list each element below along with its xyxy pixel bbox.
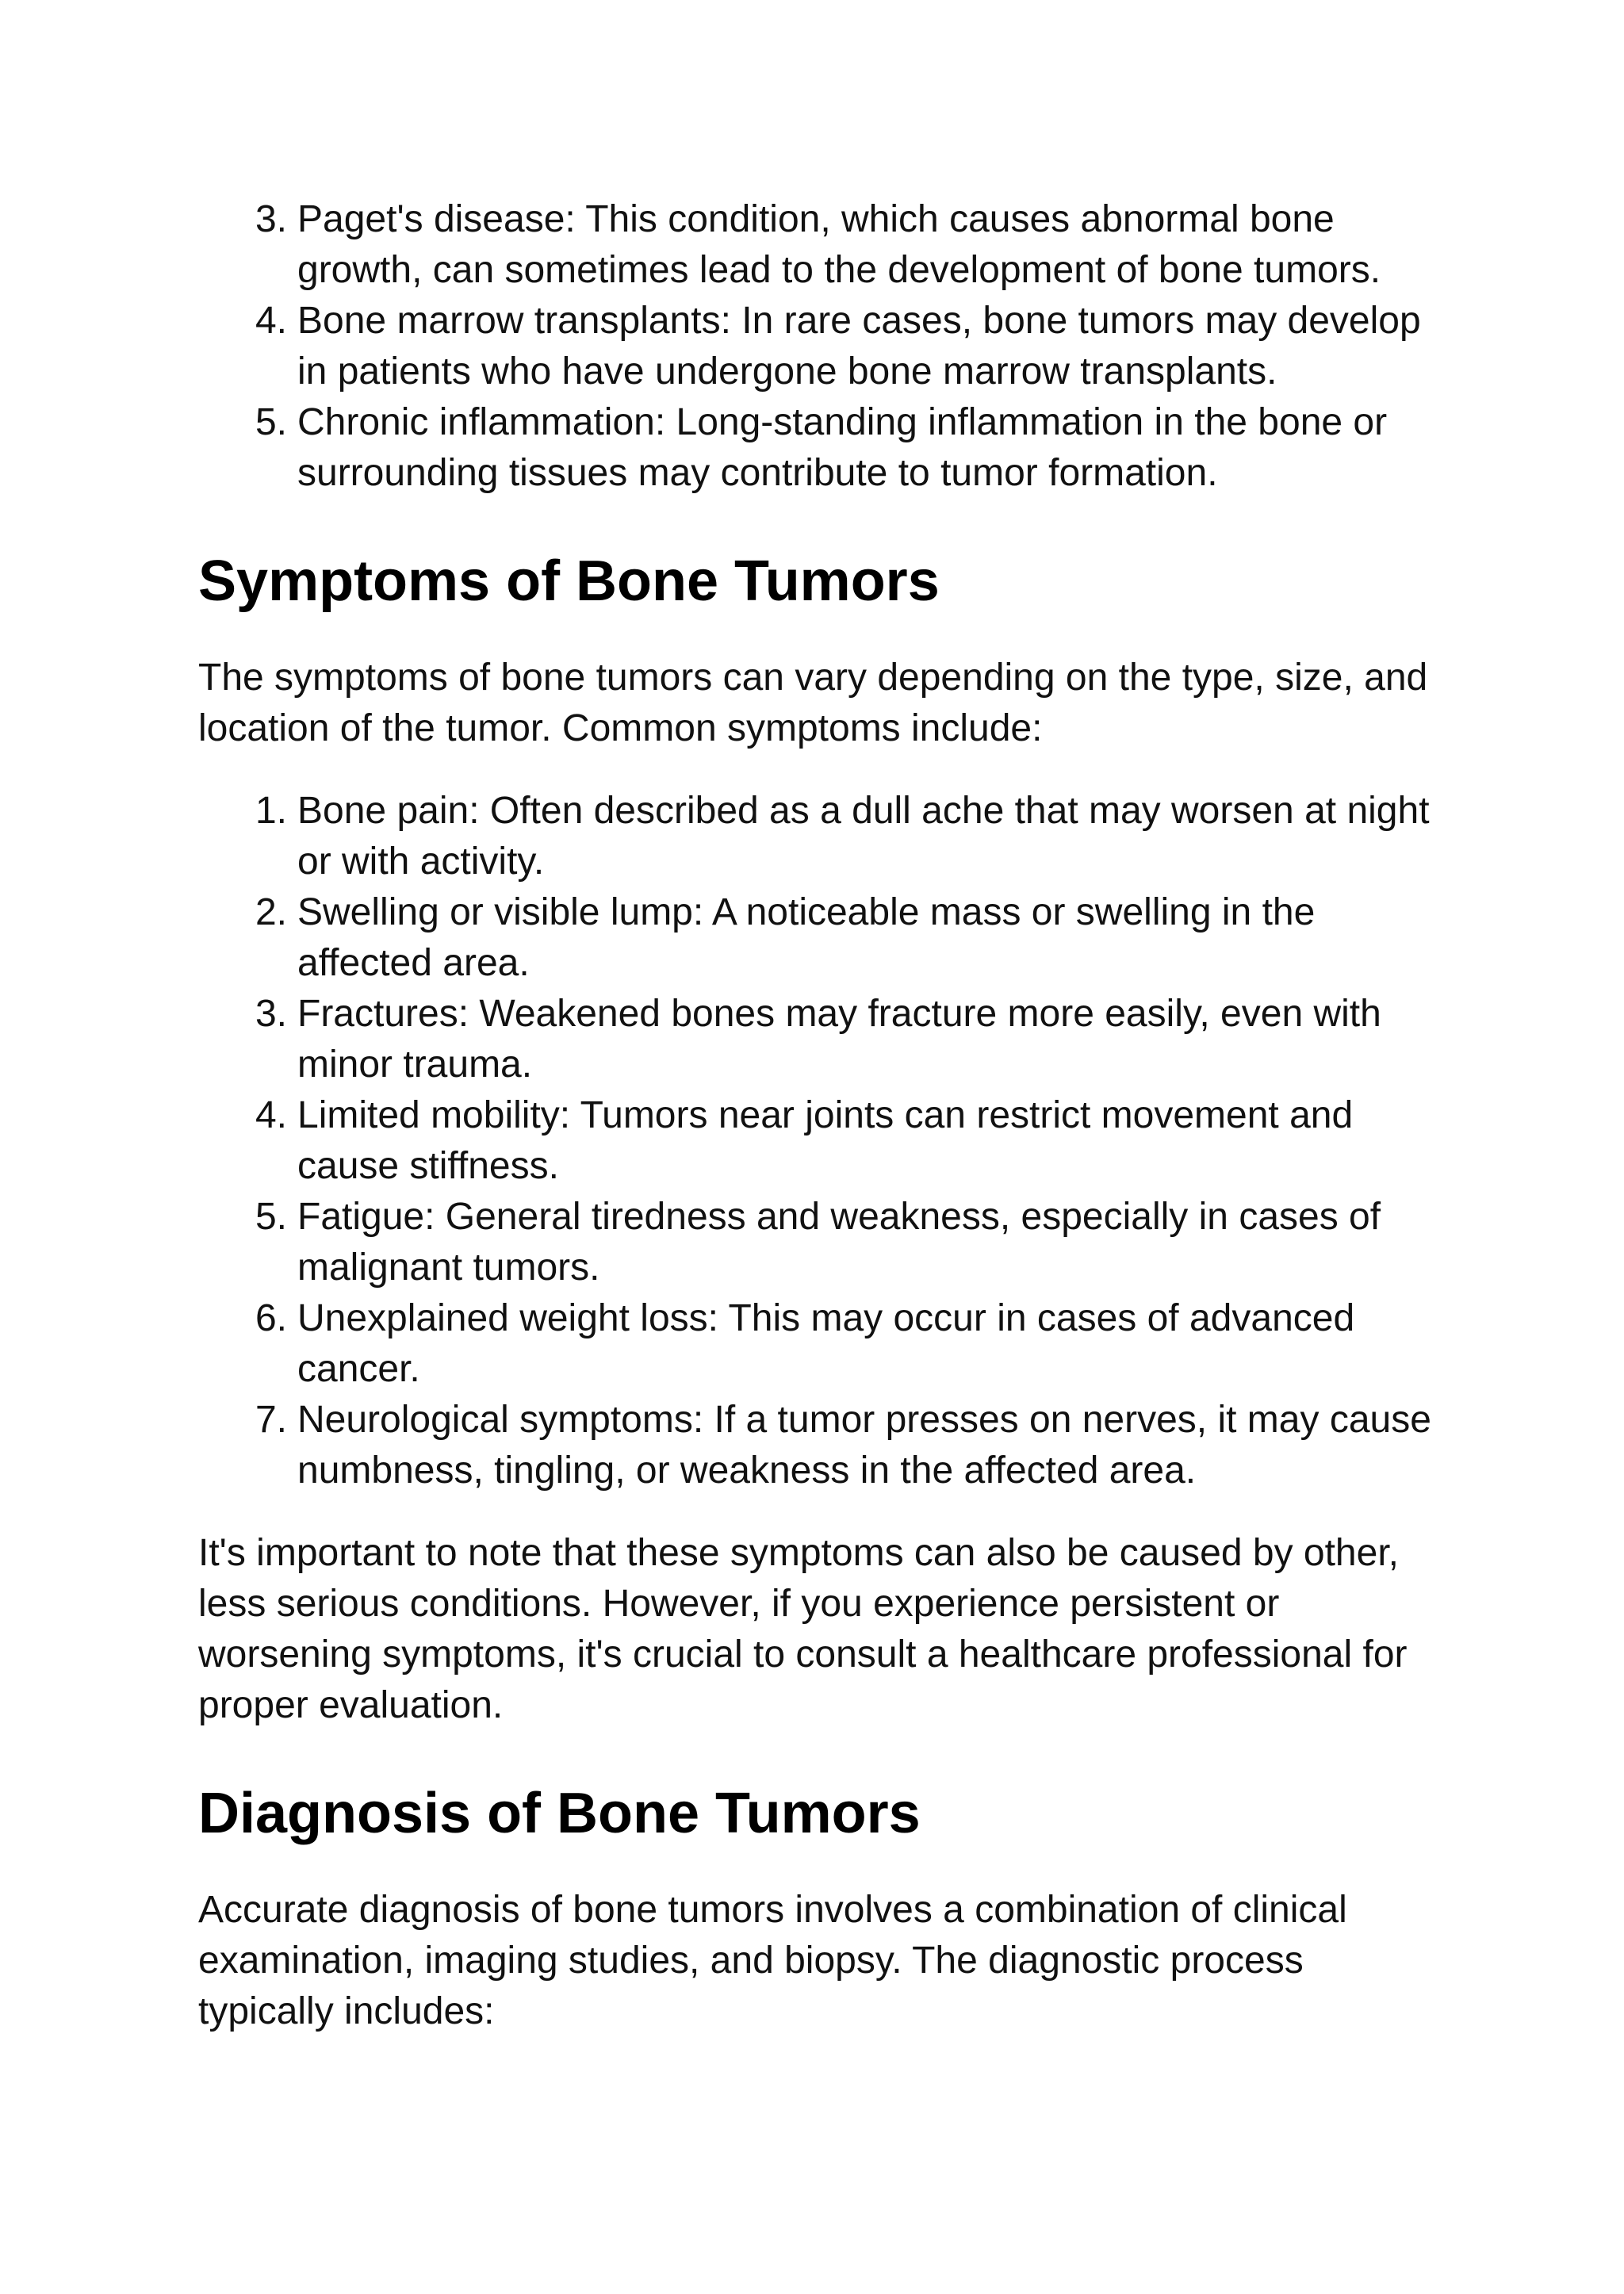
list-item [198, 296, 1435, 397]
symptoms-list [198, 786, 1435, 1496]
diagnosis-heading: Diagnosis of Bone Tumors [198, 1782, 921, 1845]
list-item-text: Swelling or visible lump: A noticeable mass or swelling in the affected area. [297, 891, 1316, 984]
list-item [198, 1293, 1435, 1395]
list-item-number: 5. [255, 401, 287, 443]
list-item-text: Bone marrow transplants: In rare cases, bone tumors may develop in patients who have undergone bone marrow transplants. [297, 300, 1421, 393]
diagnosis-intro-paragraph: Accurate diagnosis of bone tumors involves a combination of clinical examination, imaging studies, and biopsy. The diagnostic process typically includes: [198, 1889, 1347, 2032]
list-item-text: Limited mobility: Tumors near joints can restrict movement and cause stiffness. [297, 1094, 1354, 1187]
symptoms-note-paragraph: It's important to note that these symptoms can also be caused by other, less serious conditions. However, if you experience persistent or worsening symptoms, it's crucial to consult a healthcare professional for proper evaluation. [198, 1532, 1408, 1726]
list-item-text: Fractures: Weakened bones may fracture more easily, even with minor trauma. [297, 993, 1381, 1086]
list-item-text: Unexplained weight loss: This may occur in cases of advanced cancer. [297, 1297, 1355, 1390]
list-item-text: Chronic inflammation: Long-standing inflammation in the bone or surrounding tissues may contribute to tumor formation. [297, 401, 1388, 494]
list-item-number: 7. [255, 1399, 287, 1441]
symptoms-intro-paragraph: The symptoms of bone tumors can vary depending on the type, size, and location of the tumor. Common symptoms include: [198, 657, 1428, 749]
list-item-number: 1. [255, 790, 287, 832]
list-item [198, 989, 1435, 1090]
list-item-text: Bone pain: Often described as a dull ache that may worsen at night or with activity. [297, 790, 1430, 883]
list-item [198, 1090, 1435, 1192]
symptoms-heading: Symptoms of Bone Tumors [198, 550, 940, 613]
list-item [198, 786, 1435, 887]
list-item-number: 2. [255, 891, 287, 933]
list-item-text: Paget's disease: This condition, which causes abnormal bone growth, can sometimes lead to the development of bone tumors. [297, 198, 1381, 291]
list-item [198, 194, 1435, 296]
document-page [198, 194, 1435, 2037]
causes-list [198, 194, 1435, 499]
list-item [198, 887, 1435, 989]
list-item-number: 5. [255, 1196, 287, 1238]
list-item-number: 3. [255, 198, 287, 240]
list-item-number: 6. [255, 1297, 287, 1339]
list-item-text: Fatigue: General tiredness and weakness, especially in cases of malignant tumors. [297, 1196, 1381, 1289]
list-item-text: Neurological symptoms: If a tumor presses on nerves, it may cause numbness, tingling, or weakness in the affected area. [297, 1399, 1431, 1492]
list-item-number: 4. [255, 1094, 287, 1136]
list-item [198, 397, 1435, 499]
list-item [198, 1192, 1435, 1293]
list-item [198, 1395, 1435, 1496]
list-item-number: 4. [255, 300, 287, 342]
list-item-number: 3. [255, 993, 287, 1035]
